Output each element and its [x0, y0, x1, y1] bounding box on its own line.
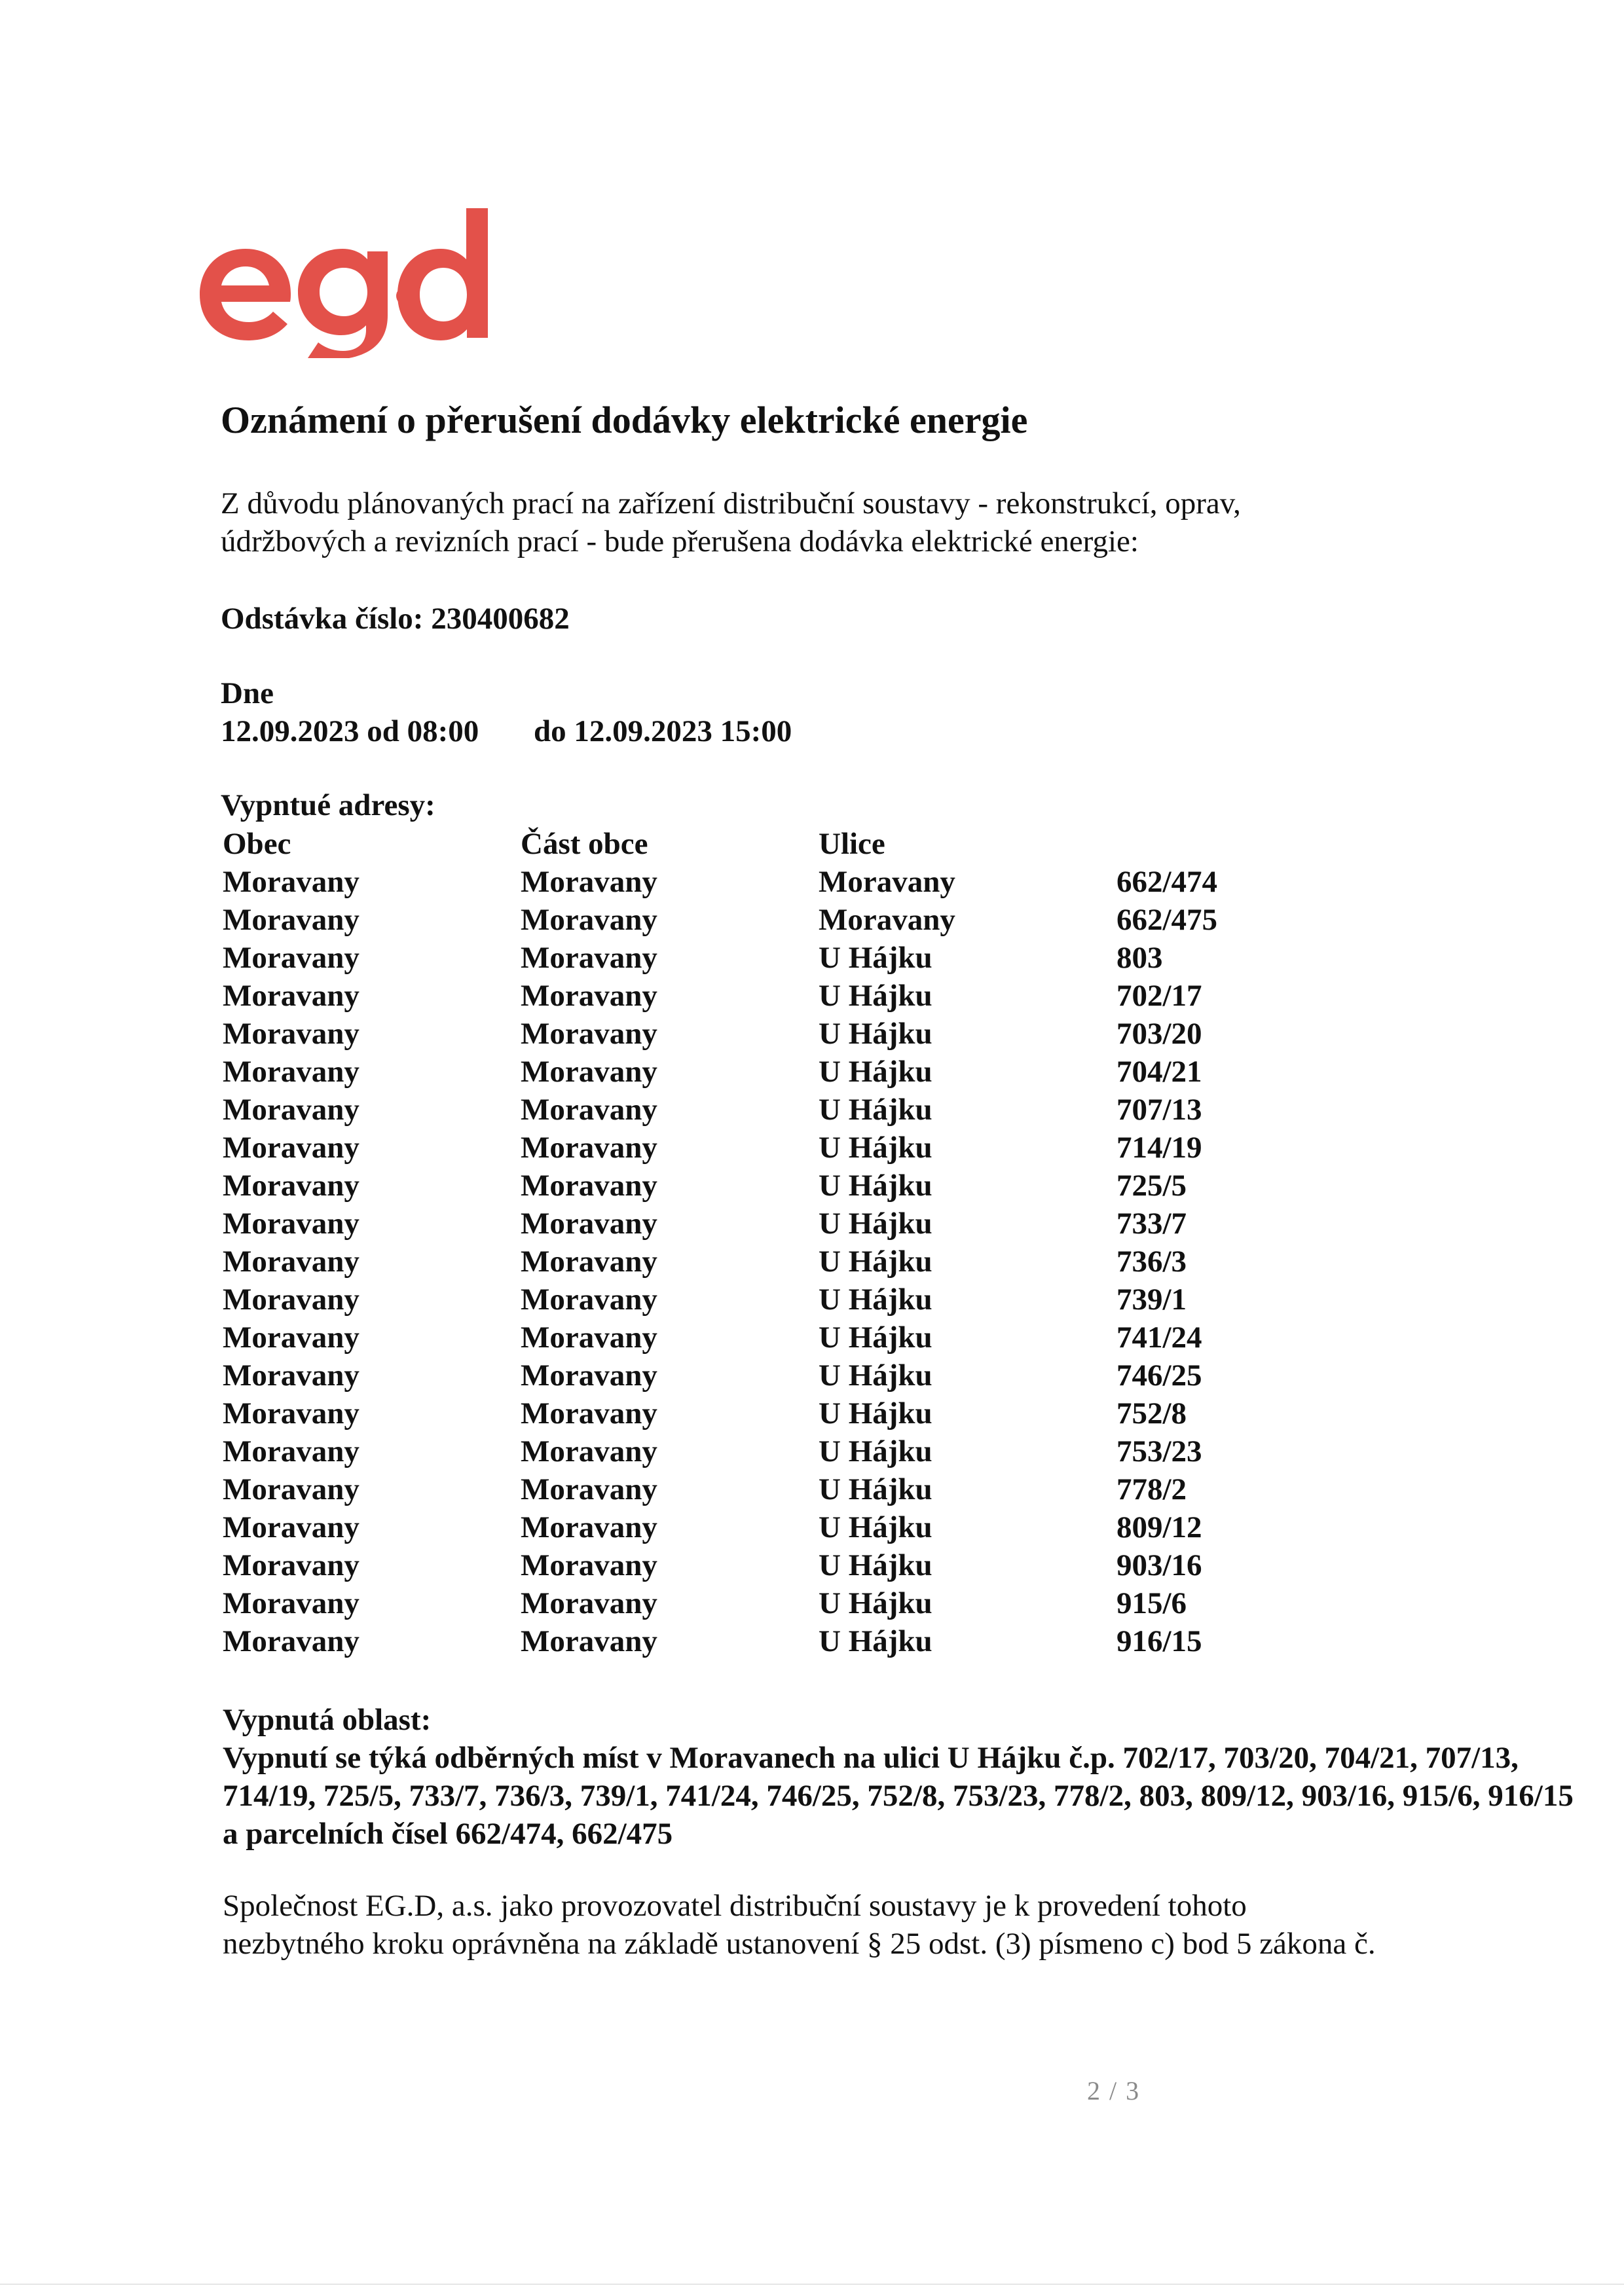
cell-cislo: 916/15	[1116, 1624, 1202, 1658]
outage-number: Odstávka číslo: 230400682	[221, 602, 570, 636]
cell-cast-obce: Moravany	[521, 1472, 657, 1506]
cell-cislo: 739/1	[1116, 1283, 1187, 1317]
table-row	[0, 1244, 1624, 1282]
legal-paragraph	[223, 1887, 1376, 1963]
cell-cislo: 741/24	[1116, 1321, 1202, 1355]
cell-cislo: 714/19	[1116, 1131, 1202, 1165]
cell-ulice: U Hájku	[819, 1434, 932, 1468]
cell-obec: Moravany	[223, 1207, 360, 1241]
cell-cislo: 733/7	[1116, 1207, 1187, 1241]
cell-cast-obce: Moravany	[521, 941, 657, 975]
cell-obec: Moravany	[223, 1055, 360, 1089]
intro-line-2: údržbových a revizních prací - bude přerušena dodávka elektrické energie:	[221, 524, 1139, 558]
legal-line-1: Společnost EG.D, a.s. jako provozovatel distribuční soustavy je k provedení tohoto	[223, 1889, 1247, 1923]
table-row	[0, 1434, 1624, 1472]
cell-cast-obce: Moravany	[521, 1434, 657, 1468]
cell-cast-obce: Moravany	[521, 1396, 657, 1430]
intro-paragraph	[221, 484, 1241, 560]
table-row	[0, 1586, 1624, 1624]
table-row	[0, 1092, 1624, 1130]
cell-cislo: 746/25	[1116, 1358, 1202, 1393]
cell-ulice: U Hájku	[819, 1510, 932, 1544]
cell-cislo: 778/2	[1116, 1472, 1187, 1506]
egd-logo	[200, 208, 488, 359]
cell-cislo: 753/23	[1116, 1434, 1202, 1468]
cell-cislo: 703/20	[1116, 1017, 1202, 1051]
table-row	[0, 1168, 1624, 1206]
cell-cislo: 736/3	[1116, 1245, 1187, 1279]
cell-ulice: U Hájku	[819, 1017, 932, 1051]
scan-edge-divider	[0, 2284, 1624, 2285]
cell-ulice: U Hájku	[819, 1283, 932, 1317]
cell-ulice: U Hájku	[819, 1358, 932, 1393]
addresses-label: Vypntué adresy:	[221, 788, 435, 822]
cell-ulice: U Hájku	[819, 1396, 932, 1430]
address-table	[0, 864, 1624, 1662]
cell-ulice: U Hájku	[819, 1586, 932, 1620]
cell-obec: Moravany	[223, 1169, 360, 1203]
table-row	[0, 902, 1624, 940]
cell-cislo: 704/21	[1116, 1055, 1202, 1089]
cell-cast-obce: Moravany	[521, 1586, 657, 1620]
intro-line-1: Z důvodu plánovaných prací na zařízení distribuční soustavy - rekonstrukcí, oprav,	[221, 486, 1241, 520]
cell-obec: Moravany	[223, 865, 360, 899]
cell-ulice: Moravany	[819, 903, 955, 937]
cell-cast-obce: Moravany	[521, 1131, 657, 1165]
table-row	[0, 1282, 1624, 1320]
table-row	[0, 1510, 1624, 1548]
cell-obec: Moravany	[223, 1548, 360, 1582]
cell-ulice: U Hájku	[819, 1472, 932, 1506]
cell-ulice: U Hájku	[819, 1055, 932, 1089]
table-row	[0, 1016, 1624, 1054]
cell-obec: Moravany	[223, 1434, 360, 1468]
area-label: Vypnutá oblast:	[223, 1703, 432, 1737]
cell-ulice: U Hájku	[819, 1245, 932, 1279]
cell-cislo: 809/12	[1116, 1510, 1202, 1544]
cell-obec: Moravany	[223, 1321, 360, 1355]
cell-cast-obce: Moravany	[521, 1055, 657, 1089]
cell-obec: Moravany	[223, 1472, 360, 1506]
cell-cast-obce: Moravany	[521, 1245, 657, 1279]
cell-cast-obce: Moravany	[521, 1321, 657, 1355]
cell-ulice: U Hájku	[819, 1624, 932, 1658]
table-row	[0, 1472, 1624, 1510]
table-row	[0, 1396, 1624, 1434]
cell-cislo: 903/16	[1116, 1548, 1202, 1582]
cell-ulice: U Hájku	[819, 1093, 932, 1127]
cell-cast-obce: Moravany	[521, 1207, 657, 1241]
cell-cast-obce: Moravany	[521, 1510, 657, 1544]
page-title: Oznámení o přerušení dodávky elektrické energie	[221, 399, 1028, 441]
cell-cast-obce: Moravany	[521, 1169, 657, 1203]
cell-ulice: U Hájku	[819, 1321, 932, 1355]
cell-cislo: 752/8	[1116, 1396, 1187, 1430]
cell-cast-obce: Moravany	[521, 1548, 657, 1582]
table-row	[0, 1548, 1624, 1586]
column-header-ulice: Ulice	[819, 827, 885, 861]
legal-line-2: nezbytného kroku oprávněna na základě ustanovení § 25 odst. (3) písmeno c) bod 5 zákona č.	[223, 1927, 1376, 1961]
cell-obec: Moravany	[223, 1396, 360, 1430]
date-label: Dne	[221, 676, 274, 710]
column-header-obec: Obec	[223, 827, 291, 861]
cell-ulice: U Hájku	[819, 1207, 932, 1241]
cell-ulice: U Hájku	[819, 1169, 932, 1203]
column-header-cast-obce: Část obce	[521, 827, 648, 861]
cell-obec: Moravany	[223, 1017, 360, 1051]
cell-cast-obce: Moravany	[521, 865, 657, 899]
table-row	[0, 1054, 1624, 1092]
cell-cislo: 662/474	[1116, 865, 1218, 899]
cell-obec: Moravany	[223, 903, 360, 937]
table-row	[0, 864, 1624, 902]
cell-cislo: 915/6	[1116, 1586, 1187, 1620]
cell-obec: Moravany	[223, 979, 360, 1013]
table-row	[0, 1320, 1624, 1358]
cell-obec: Moravany	[223, 1358, 360, 1393]
cell-obec: Moravany	[223, 1283, 360, 1317]
cell-ulice: U Hájku	[819, 1131, 932, 1165]
cell-obec: Moravany	[223, 1245, 360, 1279]
cell-cast-obce: Moravany	[521, 1093, 657, 1127]
table-row	[0, 978, 1624, 1016]
cell-cast-obce: Moravany	[521, 1017, 657, 1051]
cell-ulice: U Hájku	[819, 979, 932, 1013]
cell-ulice: Moravany	[819, 865, 955, 899]
date-to: do 12.09.2023 15:00	[534, 714, 792, 748]
table-row	[0, 1206, 1624, 1244]
cell-cislo: 803	[1116, 941, 1163, 975]
date-from: 12.09.2023 od 08:00	[221, 714, 479, 748]
cell-obec: Moravany	[223, 1131, 360, 1165]
cell-cast-obce: Moravany	[521, 979, 657, 1013]
area-description: Vypnutí se týká odběrných míst v Moravanech na ulici U Hájku č.p. 702/17, 703/20, 704/21, 707/13, 714/19, 725/5, 733/7, 736/3, 739/1, 741/24, 746/25, 752/8, 753/23, 778/2, 803, 809/12, 903/16, 915/6, 916/15 a parcelních čísel 662/474, 662/475	[223, 1741, 1574, 1851]
cell-cast-obce: Moravany	[521, 1358, 657, 1393]
cell-cast-obce: Moravany	[521, 1624, 657, 1658]
cell-obec: Moravany	[223, 941, 360, 975]
cell-ulice: U Hájku	[819, 1548, 932, 1582]
cell-cislo: 702/17	[1116, 979, 1202, 1013]
cell-cislo: 725/5	[1116, 1169, 1187, 1203]
cell-obec: Moravany	[223, 1586, 360, 1620]
table-row	[0, 1130, 1624, 1168]
cell-obec: Moravany	[223, 1624, 360, 1658]
page-number: 2 / 3	[1087, 2076, 1141, 2105]
cell-cast-obce: Moravany	[521, 903, 657, 937]
table-row	[0, 1624, 1624, 1662]
cell-obec: Moravany	[223, 1093, 360, 1127]
table-row	[0, 1358, 1624, 1396]
cell-cislo: 707/13	[1116, 1093, 1202, 1127]
cell-cast-obce: Moravany	[521, 1283, 657, 1317]
cell-ulice: U Hájku	[819, 941, 932, 975]
table-row	[0, 940, 1624, 978]
cell-obec: Moravany	[223, 1510, 360, 1544]
cell-cislo: 662/475	[1116, 903, 1218, 937]
